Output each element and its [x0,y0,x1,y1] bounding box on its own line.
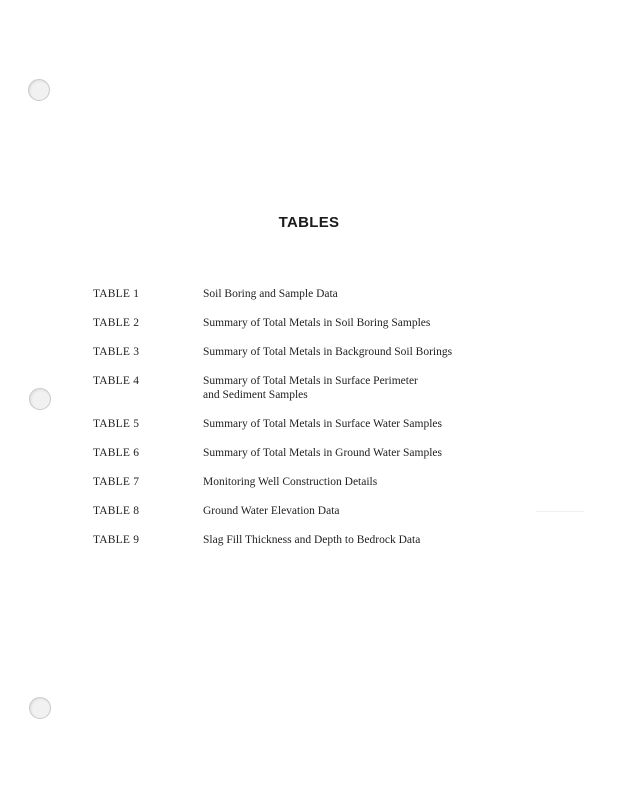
table-entry-description: Summary of Total Metals in Background Soil Borings [203,346,453,358]
table-entry-description: Slag Fill Thickness and Depth to Bedrock Data [203,534,421,546]
table-entry-description: Summary of Total Metals in Surface Perimeter and Sediment Samples [203,375,418,401]
table-entry [93,417,573,431]
table-entry-description: Soil Boring and Sample Data [203,288,338,300]
page-title: TABLES [278,214,340,231]
table-entry-label: TABLE 8 [93,505,140,517]
table-list [93,287,573,547]
table-entry-label: TABLE 9 [93,534,140,546]
table-entry [93,345,573,359]
table-entry [93,475,573,489]
table-entry-description: Monitoring Well Construction Details [203,476,378,488]
table-entry-description: Summary of Total Metals in Ground Water Samples [203,447,442,459]
table-entry-description: Summary of Total Metals in Surface Water Samples [203,418,442,430]
table-entry [93,446,573,460]
table-entry [93,374,573,402]
table-entry-label: TABLE 2 [93,317,140,329]
table-entry-label: TABLE 3 [93,346,140,358]
table-entry [93,533,573,547]
punch-hole-bottom [29,697,51,719]
table-entry-description: Ground Water Elevation Data [203,505,340,517]
table-entry-description: Summary of Total Metals in Soil Boring Samples [203,317,431,329]
punch-hole-middle [29,388,51,410]
punch-hole-top [28,79,50,101]
table-entry [93,287,573,301]
table-entry-label: TABLE 1 [93,288,140,300]
table-entry-label: TABLE 7 [93,476,140,488]
table-entry [93,316,573,330]
table-entry [93,504,573,518]
table-entry-label: TABLE 5 [93,418,140,430]
table-entry-label: TABLE 4 [93,375,140,387]
scan-mark [536,511,584,512]
table-entry-label: TABLE 6 [93,447,140,459]
